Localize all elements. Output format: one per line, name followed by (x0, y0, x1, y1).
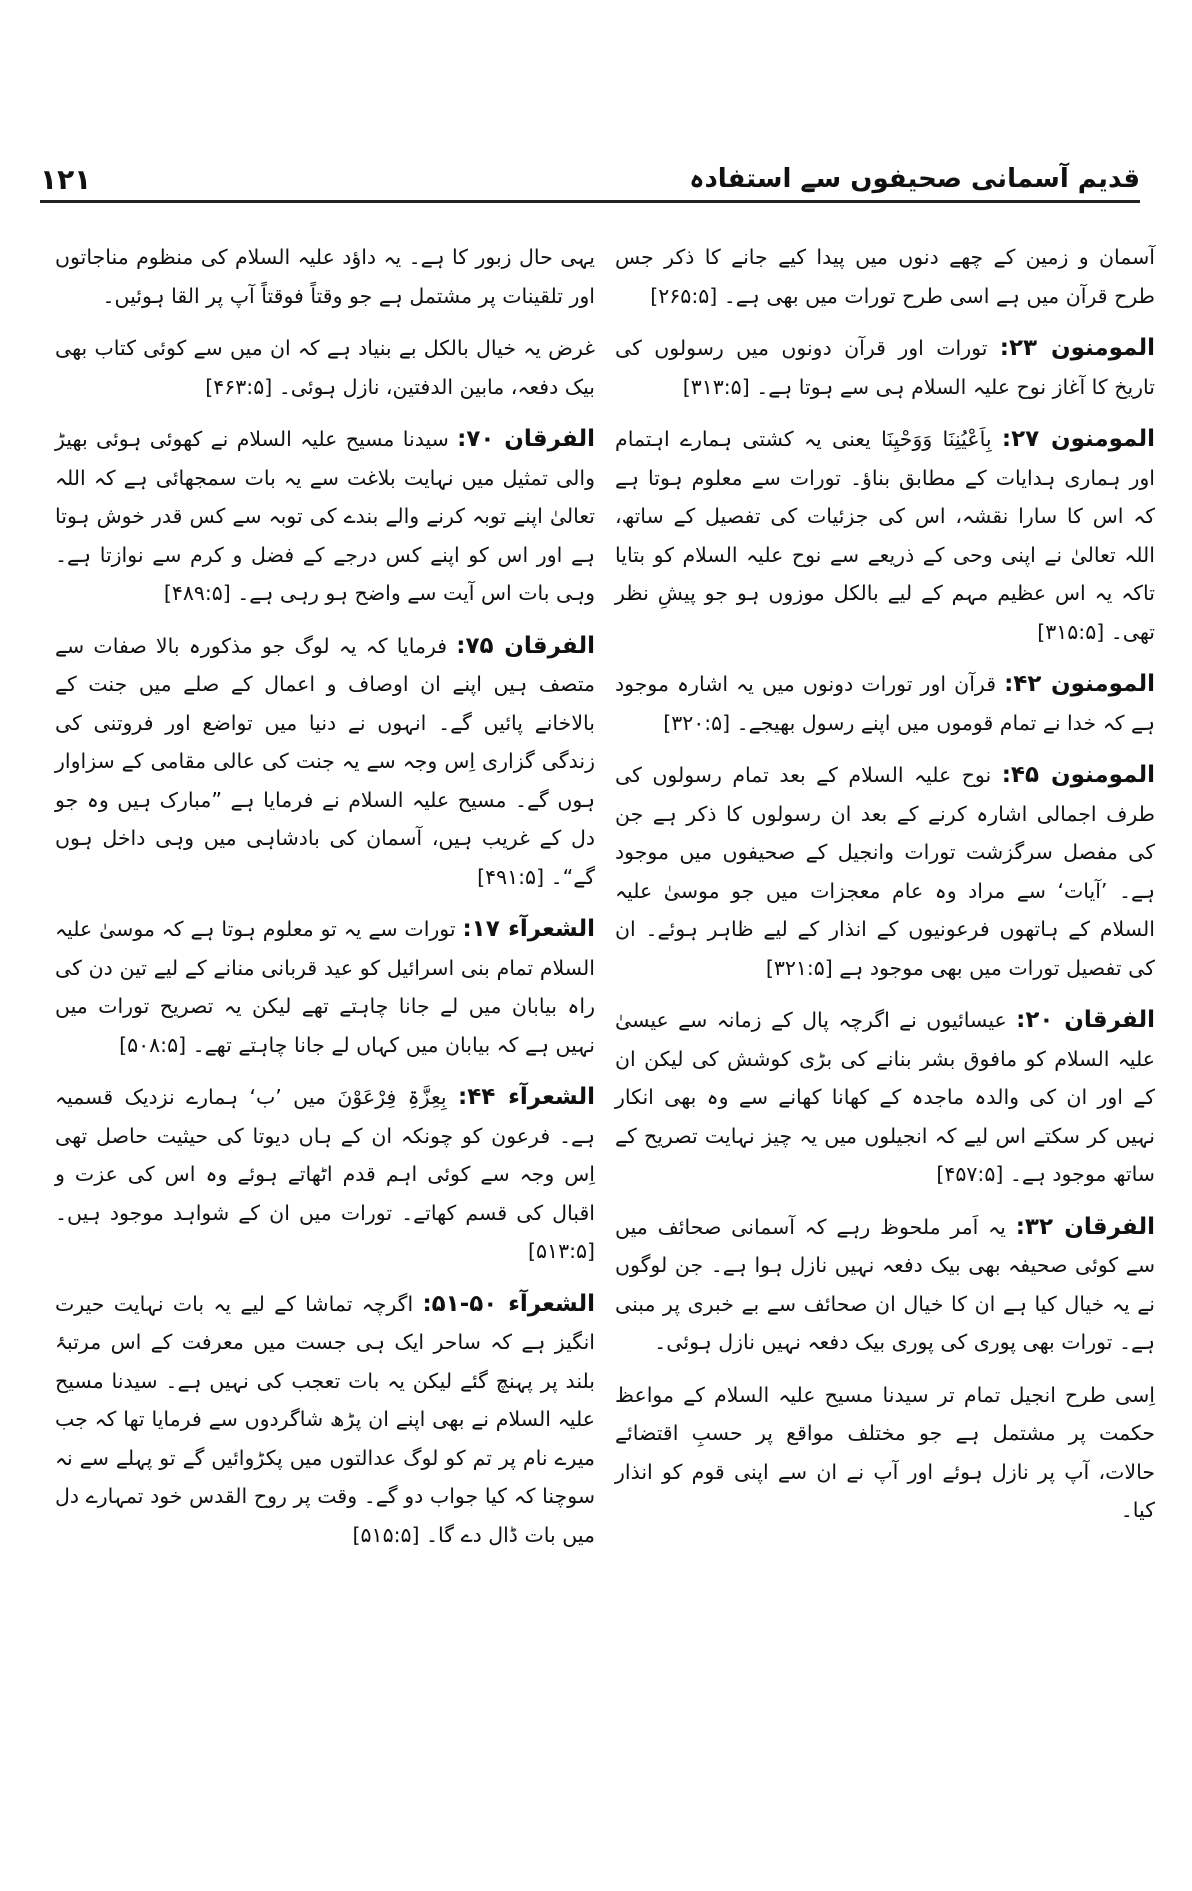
left-column (55, 238, 595, 1568)
paragraph-text: یہی حال زبور کا ہے۔ یہ داؤد علیہ السلام کی منظوم مناجاتوں اور تلقینات پر مشتمل ہے جو وقتاً فوقتاً آپ پر القا ہوئیں۔ (55, 245, 595, 308)
verse-heading: المومنون ۴۲: (1004, 671, 1155, 697)
paragraph (615, 665, 1155, 742)
page-header (40, 150, 1140, 203)
paragraph (55, 1285, 595, 1555)
reference: [۳۲۰:۵] (663, 710, 731, 735)
paragraph-text: قرآن اور تورات دونوں میں یہ اشارہ موجود ہے کہ خدا نے تمام قوموں میں اپنے رسول بھیجے۔ (615, 672, 1155, 735)
paragraph (55, 1078, 595, 1271)
paragraph-text: سیدنا مسیح علیہ السلام نے کھوئی ہوئی بھیڑ والی تمثیل میں نہایت بلاغت سے یہ بات سمجھائی ہے کہ اللہ تعالیٰ اپنے توبہ کرنے والے بندے کی توبہ سے کس قدر خوش ہوتا ہے اور اس کو اپنے کس درجے کے فضل و کرم سے نوازتا ہے۔ وہی بات اس آیت سے واضح ہو رہی ہے۔ (55, 427, 595, 605)
reference: [۴۹۱:۵] (477, 864, 545, 889)
reference: [۵۱۵:۵] (352, 1522, 420, 1547)
paragraph (615, 329, 1155, 406)
paragraph-text: فرمایا کہ یہ لوگ جو مذکورہ بالا صفات سے متصف ہیں اپنے ان اوصاف و اعمال کے صلے میں جنت کے بالاخانے پائیں گے۔ انہوں نے دنیا میں تواضع اور فروتنی کی زندگی گزاری اِس وجہ سے یہ جنت کی عالی مقامی کے سزاوار ہوں گے۔ مسیح علیہ السلام نے فرمایا ہے ”مبارک ہیں وہ جو دل کے غریب ہیں، آسمان کی بادشاہی میں وہی داخل ہوں گے“۔ (55, 633, 595, 889)
verse-heading: المومنون ۲۳: (999, 335, 1155, 361)
paragraph-text: غرض یہ خیال بالکل بے بنیاد ہے کہ ان میں سے کوئی کتاب بھی بیک دفعہ، مابین الدفتین، نازل ہوئی۔ (55, 336, 595, 399)
paragraph (615, 1001, 1155, 1194)
reference: [۲۶۵:۵] (650, 283, 718, 308)
verse-heading: الفرقان ۷۰: (457, 426, 595, 452)
reference: [۴۵۷:۵] (936, 1162, 1004, 1186)
verse-heading: الشعرآء ۵۰-۵۱: (422, 1290, 595, 1317)
paragraph (615, 1376, 1155, 1530)
paragraph-text: نوح علیہ السلام کے بعد تمام رسولوں کی طرف اجمالی اشارہ کرنے کے بعد ان رسولوں کا ذکر ہے جن کی مفصل سرگزشت تورات وانجیل کے صحیفوں میں موجود ہے۔ ’آیات‘ سے مراد وہ عام معجزات میں جو موسیٰ علیہ السلام کے ہاتھوں فرعونیوں کے انذار کے لیے ظاہر ہوئے۔ ان کی تفصیل تورات میں بھی موجود ہے (615, 763, 1155, 980)
verse-heading: الشعرآء ۴۴: (457, 1084, 595, 1110)
reference: [۵۰۸:۵] (119, 1032, 187, 1057)
page-number: ۱۲۱ (40, 163, 92, 196)
paragraph-text: آسمان و زمین کے چھے دنوں میں پیدا کیے جانے کا ذکر جس طرح قرآن میں ہے اسی طرح تورات میں بھی ہے۔ (615, 245, 1155, 308)
paragraph-text: تورات سے یہ تو معلوم ہوتا ہے کہ موسیٰ علیہ السلام تمام بنی اسرائیل کو عید قربانی منانے کے لیے تین دن کی راہ بیابان میں لے جانا چاہتے تھے لیکن یہ تصریح تورات میں نہیں ہے کہ بیابان میں کہاں لے جانا چاہتے تھے۔ (55, 917, 595, 1057)
paragraph-text: عیسائیوں نے اگرچہ پال کے زمانہ سے عیسیٰ علیہ السلام کو مافوق بشر بنانے کی بڑی کوشش کی لیکن ان کے اور ان کی والدہ ماجدہ کے کھانا کھانے سے وہ بھی انکار نہیں کر سکتے اس لیے کہ انجیلوں میں یہ چیز نہایت تصریح کے ساتھ موجود ہے۔ (615, 1008, 1155, 1186)
reference: [۴۸۹:۵] (163, 581, 231, 605)
paragraph (55, 420, 595, 613)
verse-heading: الفرقان ۷۵: (456, 632, 595, 659)
reference: [۳۱۵:۵] (1037, 619, 1105, 644)
verse-heading: الفرقان ۳۲: (1015, 1213, 1155, 1240)
reference: [۵۱۳:۵] (528, 1239, 595, 1263)
reference: [۴۶۳:۵] (205, 374, 273, 399)
paragraph-text: اِسی طرح انجیل تمام تر سیدنا مسیح علیہ السلام کے مواعظ حکمت پر مشتمل ہے جو مختلف مواقع پر حسبِ اقتضائے حالات، آپ پر نازل ہوئے اور آپ نے ان سے اپنی قوم کو انذار کیا۔ (615, 1382, 1155, 1522)
verse-heading: الشعرآء ۱۷: (462, 916, 595, 942)
running-title: قدیم آسمانی صحیفوں سے استفادہ (689, 164, 1140, 194)
paragraph-text: یہ اَمر ملحوظ رہے کہ آسمانی صحائف میں سے کوئی صحیفہ بھی بیک دفعہ نہیں نازل ہوا ہے۔ جن لوگوں نے یہ خیال کیا ہے ان کا خیال ان صحائف سے بے خبری پر مبنی ہے۔ تورات بھی پوری کی پوری بیک دفعہ نہیں نازل ہوئی۔ (615, 1214, 1155, 1354)
paragraph (55, 238, 595, 315)
paragraph-text: اگرچہ تماشا کے لیے یہ بات نہایت حیرت انگیز ہے کہ ساحر ایک ہی جست میں معرفت کے اس مرتبۂ بلند پر پہنچ گئے لیکن یہ بات تعجب کی نہیں ہے۔ سیدنا مسیح علیہ السلام نے بھی اپنے ان پڑھ شاگردوں سے فرمایا تھا کہ جب میرے نام پر تم کو لوگ عدالتوں میں پکڑوائیں گے تو پہلے سے نہ سوچنا کہ کیا جواب دو گے۔ وقت پر روح القدس خود تمہارے دل میں بات ڈال دے گا۔ (55, 1291, 595, 1547)
paragraph (55, 910, 595, 1064)
paragraph (55, 329, 595, 406)
paragraph (615, 238, 1155, 315)
reference: [۳۱۳:۵] (682, 374, 750, 399)
paragraph-text: تورات اور قرآن دونوں میں رسولوں کی تاریخ کا آغاز نوح علیہ السلام ہی سے ہوتا ہے۔ (615, 336, 1155, 399)
paragraph (615, 756, 1155, 987)
verse-heading: المومنون ۲۷: (1001, 426, 1155, 452)
paragraph (615, 420, 1155, 651)
paragraph-text: بِاَعْیُنِنَا وَوَحْیِنَا یعنی یہ کشتی ہمارے اہتمام اور ہماری ہدایات کے مطابق بناؤ۔ تورات سے معلوم ہوتا ہے کہ اس کا سارا نقشہ، اس کی جزئیات کی تفصیل کے ساتھ، اللہ تعالیٰ نے اپنی وحی کے ذریعے سے نوح علیہ السلام کو بتایا تاکہ یہ اس عظیم مہم کے لیے بالکل موزوں ہو جو پیشِ نظر تھی۔ (615, 427, 1155, 644)
right-column (615, 238, 1155, 1544)
verse-heading: المومنون ۴۵: (1001, 762, 1156, 788)
reference: [۳۲۱:۵] (765, 955, 833, 980)
paragraph (615, 1208, 1155, 1362)
verse-heading: الفرقان ۲۰: (1016, 1007, 1155, 1033)
paragraph (55, 627, 595, 897)
paragraph-text: بِعِزَّۃِ فِرْعَوْنَ میں ’ب‘ ہمارے نزدیک قسمیہ ہے۔ فرعون کو چونکہ ان کے ہاں دیوتا کی حیثیت حاصل تھی اِس وجہ سے کوئی اہم قدم اٹھاتے ہوئے وہ اس کی عزت و اقبال کی قسم کھاتے۔ تورات میں ان کے شواہد موجود ہیں۔ (55, 1085, 595, 1225)
